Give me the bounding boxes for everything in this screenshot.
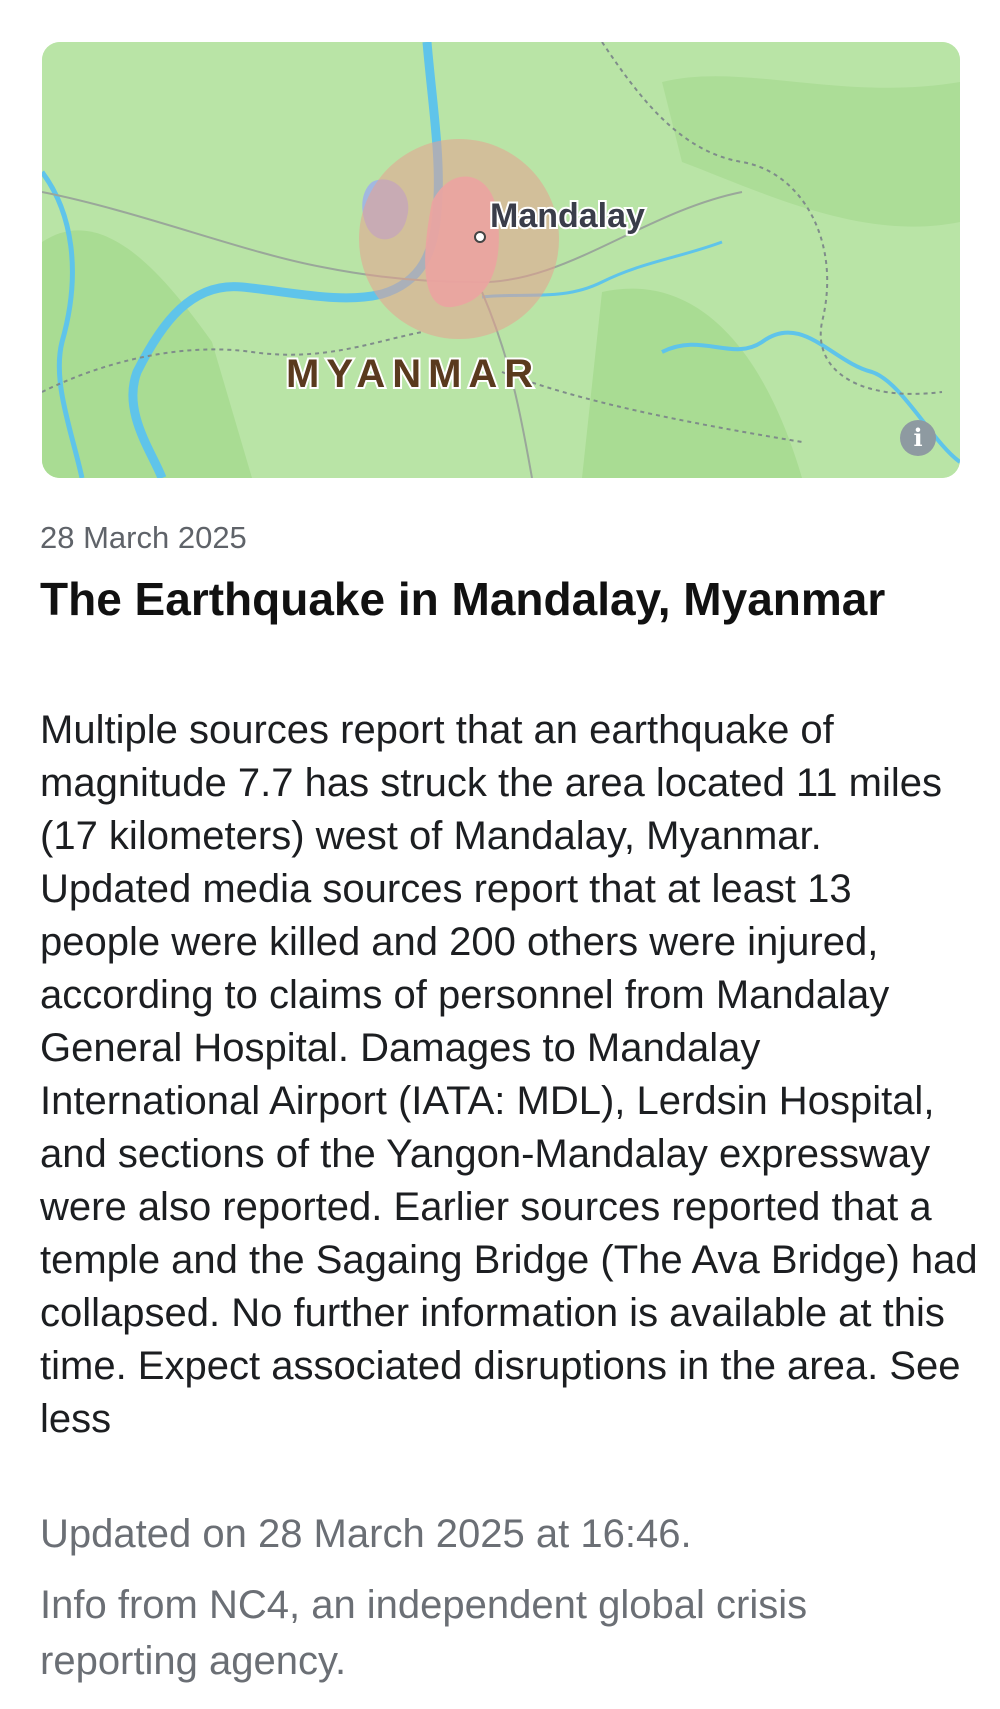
earthquake-map[interactable] bbox=[42, 42, 960, 478]
source-attribution: Info from NC4, an independent global crisis reporting agency. bbox=[40, 1583, 808, 1683]
info-icon[interactable]: i bbox=[900, 420, 936, 456]
article-body bbox=[40, 704, 980, 1446]
article-body-text: Multiple sources report that an earthquake of magnitude 7.7 has struck the area located 11 miles (17 kilometers) west of Mandalay, Myanmar. Updated media sources report that at least 13 people were killed and 200 others were injured, according to claims of personnel from Mandalay General Hospital. Damages to Mandalay International Airport (IATA: MDL), Lerdsin Hospital, and sections of the Yangon-Mandalay expressway were also reported. Earlier sources reported that a temple and the Sagaing Bridge (The Ava Bridge) had collapsed. No further information is available at this time. Expect associated disruptions in the area. bbox=[40, 708, 978, 1388]
see-less-link[interactable]: See less bbox=[40, 1344, 961, 1441]
city-marker bbox=[475, 232, 485, 242]
earthquake-impact-circle bbox=[359, 139, 559, 339]
updated-timestamp: Updated on 28 March 2025 at 16:46. bbox=[40, 1512, 692, 1556]
article-date: 28 March 2025 bbox=[40, 520, 247, 555]
country-label: MYANMAR bbox=[286, 352, 541, 396]
map-canvas bbox=[42, 42, 960, 478]
city-label: Mandalay bbox=[490, 197, 645, 235]
article-title: The Earthquake in Mandalay, Myanmar bbox=[40, 573, 886, 625]
